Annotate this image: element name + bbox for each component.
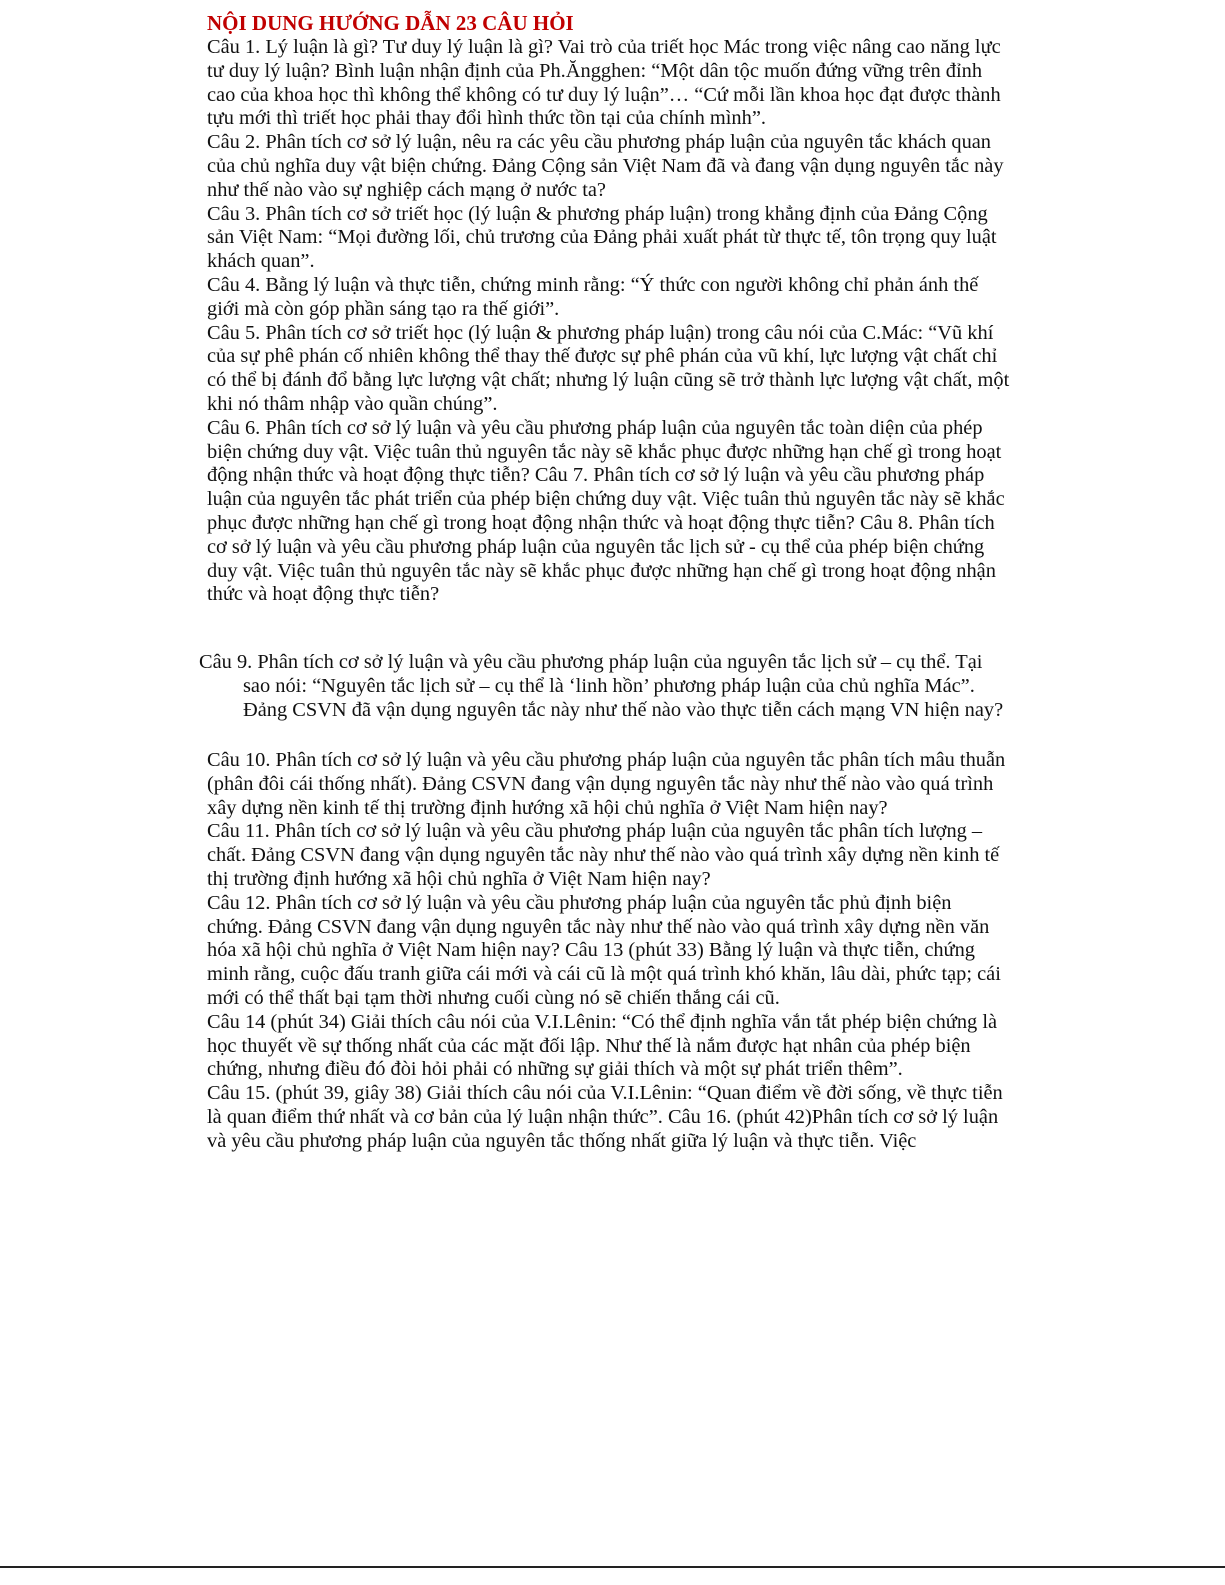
questions-6-8: Câu 6. Phân tích cơ sở lý luận và yêu cầu phương pháp luận của nguyên tắc toàn diện của phép biện chứng duy vật. Việc tuân thủ nguyên tắc này sẽ khắc phục được những hạn chế gì trong hoạt động nhận thức và hoạt động thực tiễn? Câu 7. Phân tích cơ sở lý luận và yêu cầu phương pháp luận của nguyên tắc phát triển của phép biện chứng duy vật. Việc tuân thủ nguyên tắc này sẽ khắc phục được những hạn chế gì trong hoạt động nhận thức và hoạt động thực tiễn? Câu 8. Phân tích cơ sở lý luận và yêu cầu phương pháp luận của nguyên tắc lịch sử - cụ thể của phép biện chứng duy vật. Việc tuân thủ nguyên tắc này sẽ khắc phục được những hạn chế gì trong hoạt động nhận thức và hoạt động thực tiễn? [207,416,1005,606]
document-title: NỘI DUNG HƯỚNG DẪN 23 CÂU HỎI [207,11,574,35]
question-14: Câu 14 (phút 34) Giải thích câu nói của V.I.Lênin: “Có thể định nghĩa vắn tắt phép biện chứng là học thuyết về sự thống nhất của các mặt đối lập. Như thế là nắm được hạt nhân của phép biện chứng, nhưng điều đó đòi hỏi phải có những sự giải thích và một sự phát triển thêm”. [207,1010,998,1081]
questions-block-2 [207,749,1012,1154]
question-4: Câu 4. Bằng lý luận và thực tiễn, chứng minh rằng: “Ý thức con người không chỉ phản ánh thế giới mà còn góp phần sáng tạo ra thế giới”. [207,273,979,320]
page-bottom-border [0,1566,1225,1568]
question-5: Câu 5. Phân tích cơ sở triết học (lý luận & phương pháp luận) trong câu nói của C.Mác: “Vũ khí của sự phê phán cố nhiên không thể thay thế được sự phê phán của vũ khí, lực lượng vật chất chỉ có thể bị đánh đổ bằng lực lượng vật chất; nhưng lý luận cũng sẽ trở thành lực lượng vật chất, một khi nó thâm nhập vào quần chúng”. [207,321,1010,415]
questions-12-13: Câu 12. Phân tích cơ sở lý luận và yêu cầu phương pháp luận của nguyên tắc phủ định biện chứng. Đảng CSVN đang vận dụng nguyên tắc này như thế nào vào quá trình xây dựng nền văn hóa xã hội chủ nghĩa ở Việt Nam hiện nay? Câu 13 (phút 33) Bằng lý luận và thực tiễn, chứng minh rằng, cuộc đấu tranh giữa cái mới và cái cũ là một quá trình khó khăn, lâu dài, phức tạp; cái mới có thể thất bại tạm thời nhưng cuối cùng nó sẽ chiến thắng cái cũ. [207,891,1001,1009]
question-11: Câu 11. Phân tích cơ sở lý luận và yêu cầu phương pháp luận của nguyên tắc phân tích lượng – chất. Đảng CSVN đang vận dụng nguyên tắc này như thế nào vào quá trình xây dựng nền kinh tế thị trường định hướng xã hội chủ nghĩa ở Việt Nam hiện nay? [207,820,1000,890]
questions-15-16: Câu 15. (phút 39, giây 38) Giải thích câu nói của V.I.Lênin: “Quan điểm về đời sống, về thực tiễn là quan điểm thứ nhất và cơ bản của lý luận nhận thức”. Câu 16. (phút 42)Phân tích cơ sở lý luận và yêu cầu phương pháp luận của nguyên tắc thống nhất giữa lý luận và thực tiễn. Việc [207,1082,1003,1152]
question-1: Câu 1. Lý luận là gì? Tư duy lý luận là gì? Vai trò của triết học Mác trong việc nâng cao năng lực tư duy lý luận? Bình luận nhận định của Ph.Ăngghen: “Một dân tộc muốn đứng vững trên đỉnh cao của khoa học thì không thể không có tư duy lý luận”… “Cứ mỗi lần khoa học đạt được thành tựu mới thì triết học phải thay đổi hình thức tồn tại của chính mình”. [207,36,1001,130]
question-9: Câu 9. Phân tích cơ sở lý luận và yêu cầu phương pháp luận của nguyên tắc lịch sử – cụ thể. Tại sao nói: “Nguyên tắc lịch sử – cụ thể là ‘linh hồn’ phương pháp luận của chủ nghĩa Mác”. Đảng CSVN đã vận dụng nguyên tắc này như thế nào vào thực tiễn cách mạng VN hiện nay? [199,651,1004,721]
question-2: Câu 2. Phân tích cơ sở lý luận, nêu ra các yêu cầu phương pháp luận của nguyên tắc khách quan của chủ nghĩa duy vật biện chứng. Đảng Cộng sản Việt Nam đã và đang vận dụng nguyên tắc này như thế nào vào sự nghiệp cách mạng ở nước ta? [207,131,1004,201]
questions-block-1 [207,36,1012,607]
question-3: Câu 3. Phân tích cơ sở triết học (lý luận & phương pháp luận) trong khẳng định của Đảng Cộng sản Việt Nam: “Mọi đường lối, chủ trương của Đảng phải xuất phát từ thực tế, tôn trọng quy luật khách quan”. [207,202,997,273]
question-10: Câu 10. Phân tích cơ sở lý luận và yêu cầu phương pháp luận của nguyên tắc phân tích mâu thuẫn (phân đôi cái thống nhất). Đảng CSVN đang vận dụng nguyên tắc này như thế nào vào quá trình xây dựng nền kinh tế thị trường định hướng xã hội chủ nghĩa ở Việt Nam hiện nay? [207,749,1006,819]
